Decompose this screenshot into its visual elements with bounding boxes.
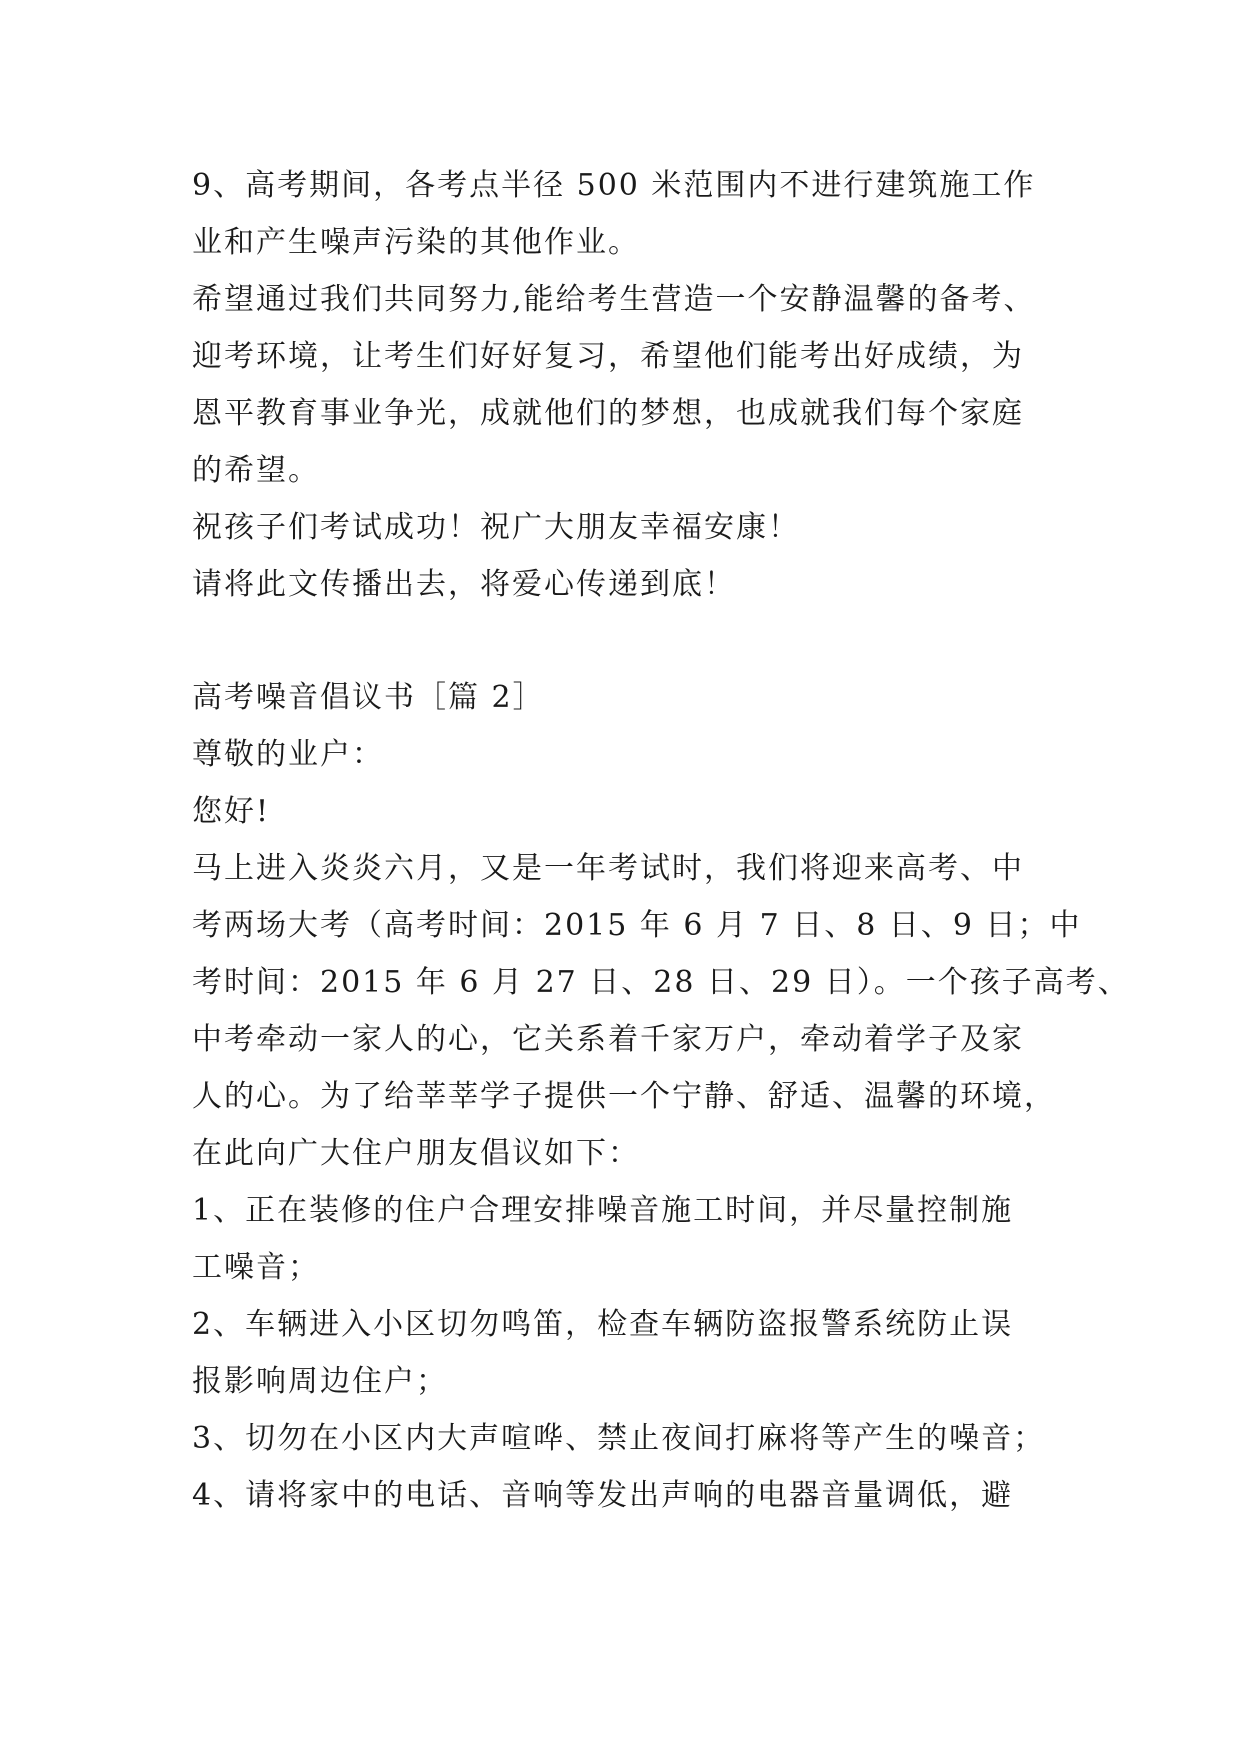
text-line-hope: 希望通过我们共同努力,能给考生营造一个安静温馨的备考、: [192, 282, 1036, 317]
text-line-item-9: 9、高考期间，各考点半径 500 米范围内不进行建筑施工作: [192, 168, 1036, 203]
text-line-item-2: 2、车辆进入小区切勿鸣笛，检查车辆防盗报警系统防止误: [192, 1307, 1014, 1342]
text-line-item-9-cont: 业和产生噪声污染的其他作业。: [192, 225, 640, 260]
text-line-hope-cont-1: 迎考环境，让考生们好好复习，希望他们能考出好成绩，为: [192, 339, 1024, 374]
section-title: 高考噪音倡议书［篇 2］: [192, 680, 545, 715]
text-line-intro-3: 考时间：2015 年 6 月 27 日、28 日、29 日）。一个孩子高考、: [192, 965, 1130, 1000]
text-line-intro-2: 考两场大考（高考时间：2015 年 6 月 7 日、8 日、9 日；中: [192, 908, 1082, 943]
text-line-intro-1: 马上进入炎炎六月，又是一年考试时，我们将迎来高考、中: [192, 851, 1024, 886]
text-line-item-3: 3、切勿在小区内大声喧哗、禁止夜间打麻将等产生的噪音；: [192, 1421, 1046, 1456]
text-line-item-1: 1、正在装修的住户合理安排噪音施工时间，并尽量控制施: [192, 1193, 1014, 1228]
text-line-hope-cont-2: 恩平教育事业争光，成就他们的梦想，也成就我们每个家庭: [192, 396, 1024, 431]
text-line-intro-6: 在此向广大住户朋友倡议如下：: [192, 1136, 640, 1171]
text-line-intro-4: 中考牵动一家人的心，它关系着千家万户，牵动着学子及家: [192, 1022, 1024, 1057]
text-line-item-2-cont: 报影响周边住户；: [192, 1364, 448, 1399]
greeting: 您好!: [192, 794, 271, 829]
text-line-share: 请将此文传播出去，将爱心传递到底！: [192, 567, 736, 602]
text-line-item-4: 4、请将家中的电话、音响等发出声响的电器音量调低，避: [192, 1478, 1014, 1513]
text-line-item-1-cont: 工噪音；: [192, 1250, 320, 1285]
text-line-hope-cont-3: 的希望。: [192, 453, 320, 488]
text-line-intro-5: 人的心。为了给莘莘学子提供一个宁静、舒适、温馨的环境，: [192, 1079, 1056, 1114]
salutation: 尊敬的业户：: [192, 737, 384, 772]
text-line-wishes: 祝孩子们考试成功！祝广大朋友幸福安康！: [192, 510, 800, 545]
